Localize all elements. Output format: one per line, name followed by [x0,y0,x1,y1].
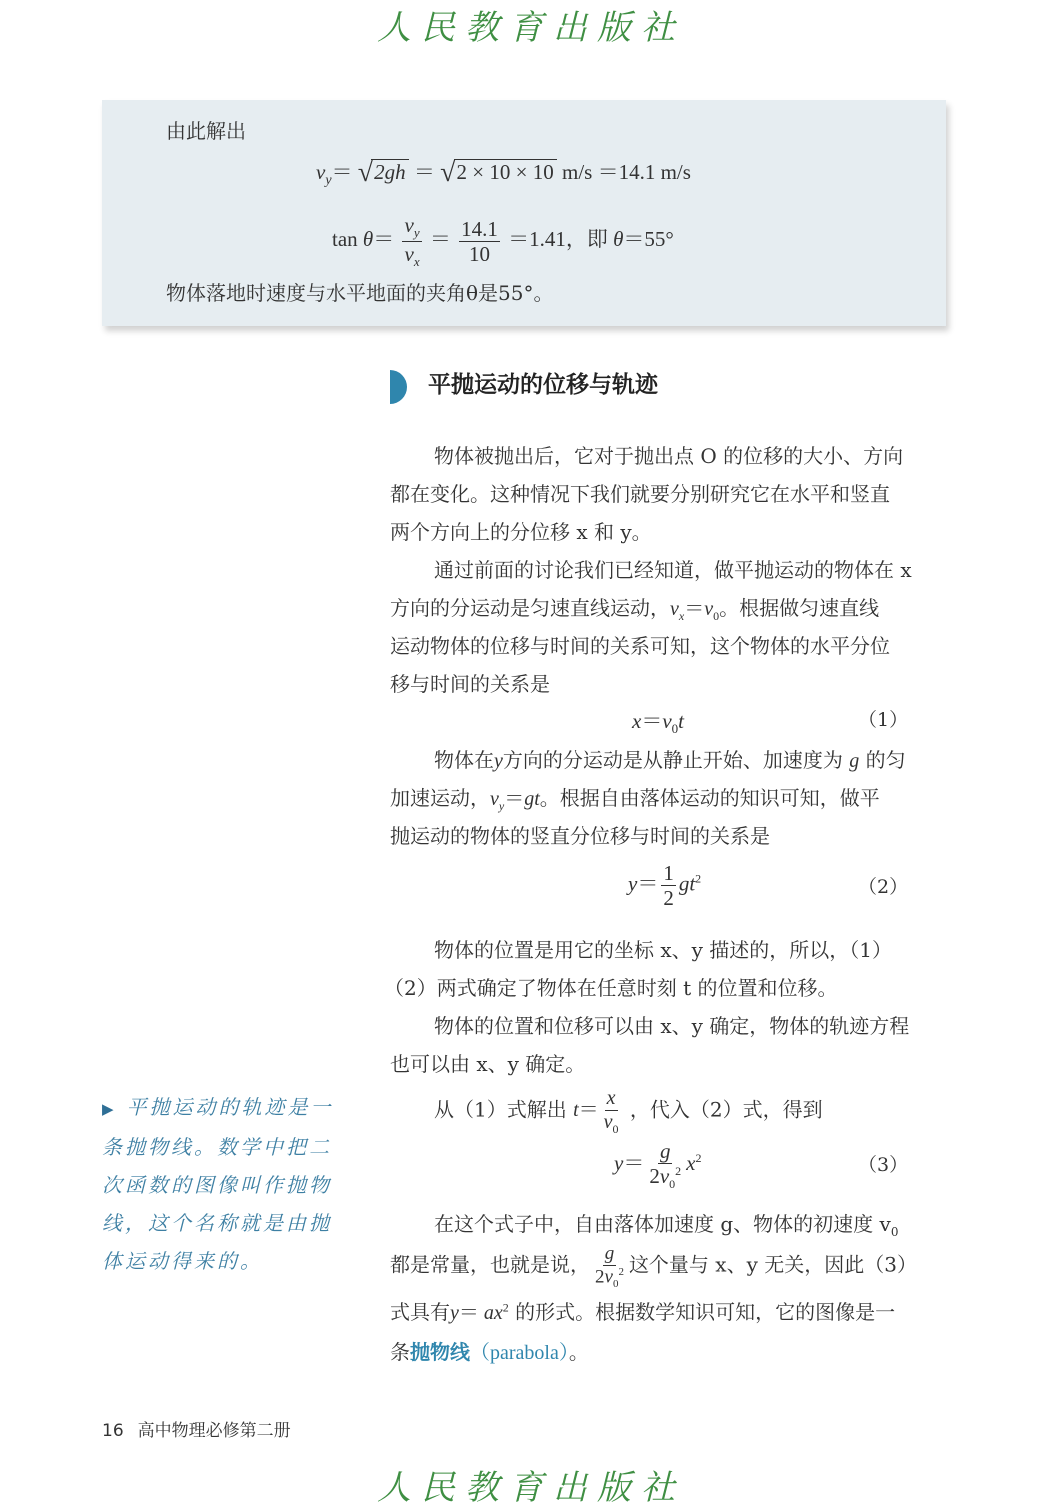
paragraph-7-line-3: 式具有$y= ax^2$ 的形式。根据数学知识可知，它的图像是一 [390,1300,896,1324]
paragraph-3-line-2: 加速运动，$v_y=gt$。根据自由落体运动的知识可知，做平 [390,786,880,813]
paragraph-3-line-1: 物体在y方向的分运动是从静止开始、加速度为 g 的匀 [434,748,906,772]
equation-1-number: （1） [858,709,909,731]
paragraph-1-line-3: 两个方向上的分位移 x 和 y。 [390,520,652,544]
book-title: 高中物理必修第二册 [137,1421,291,1441]
box-conclusion: 物体落地时速度与水平地面的夹角θ是55°。 [166,281,554,305]
side-note [102,1088,352,1280]
section-title: 平抛运动的位移与轨迹 [428,372,658,398]
paragraph-4-line-1: 物体的位置是用它的坐标 x、y 描述的，所以，（1） [434,938,893,962]
paragraph-7-line-1: 在这个式子中，自由落体加速度 g、物体的初速度 $v_0$ [434,1212,899,1239]
paragraph-3-line-3: 抛运动的物体的竖直分位移与时间的关系是 [390,824,770,848]
footer [102,1416,291,1441]
paragraph-5-line-2: 也可以由 x、y 确定。 [390,1052,586,1076]
paragraph-1-line-1: 物体被抛出后，它对于抛出点 O 的位移的大小、方向 [434,444,904,468]
publisher-logo-bottom: 人民教育出版社 [377,1468,685,1508]
equation-3-number: （3） [858,1154,909,1176]
paragraph-7-line-4: 条抛物线（parabola）。 [390,1340,589,1364]
side-note-marker-icon: ▶ [102,1100,117,1118]
paragraph-4-line-2: （2）两式确定了物体在任意时刻 t 的位置和位移。 [384,976,838,1000]
box-equation-tan: tan θ＝ $\frac{v_y}{v_x}$ ＝ $\frac{14.1}{10}$ ＝1.41，即 θ＝55° [332,213,674,270]
paragraph-2-line-4: 移与时间的关系是 [390,672,550,696]
page-number: 16 [102,1421,124,1441]
equation-2-number: （2） [858,876,909,898]
equation-3: y＝ $\frac{g}{2v_0^2}$ $x^2$ [614,1139,702,1192]
paragraph-2-line-2: 方向的分运动是匀速直线运动，$v_x=v_0$。根据做匀速直线 [390,596,880,623]
paragraph-1-line-2: 都在变化。这种情况下我们就要分别研究它在水平和竖直 [390,482,890,506]
equation-2: y＝ $\frac{1}{2}$ $gt^2$ [628,861,702,911]
box-intro: 由此解出 [166,119,246,143]
side-note-text: 平抛运动的轨迹是一条抛物线。数学中把二次函数的图像叫作抛物线，这个名称就是由抛体运动得来的。 [102,1095,334,1273]
equation-1: $x=v_0t$ [632,709,684,737]
publisher-logo-top: 人民教育出版社 [377,8,685,48]
term-parabola-english: （parabola） [470,1342,569,1364]
heading-marker-icon [390,370,408,404]
box-equation-vy: $v_y= √2gh = √2 \times 10 \times 10$ m/s ＝14.1 m/s [316,157,691,189]
paragraph-7-line-2: 都是常量，也就是说， $\frac{g}{2v_0^2}$ 这个量与 x、y 无关，因此（3） [390,1243,917,1291]
paragraph-2-line-1: 通过前面的讨论我们已经知道，做平抛运动的物体在 x [434,558,912,582]
term-parabola: 抛物线 [410,1340,470,1364]
paragraph-2-line-3: 运动物体的位移与时间的关系可知，这个物体的水平分位 [390,634,890,658]
paragraph-6-line-1: 从（1）式解出 t＝ $\frac{x}{v_0}$ ，代入（2）式，得到 [434,1087,823,1136]
paragraph-5-line-1: 物体的位置和位移可以由 x、y 确定，物体的轨迹方程 [434,1014,910,1038]
